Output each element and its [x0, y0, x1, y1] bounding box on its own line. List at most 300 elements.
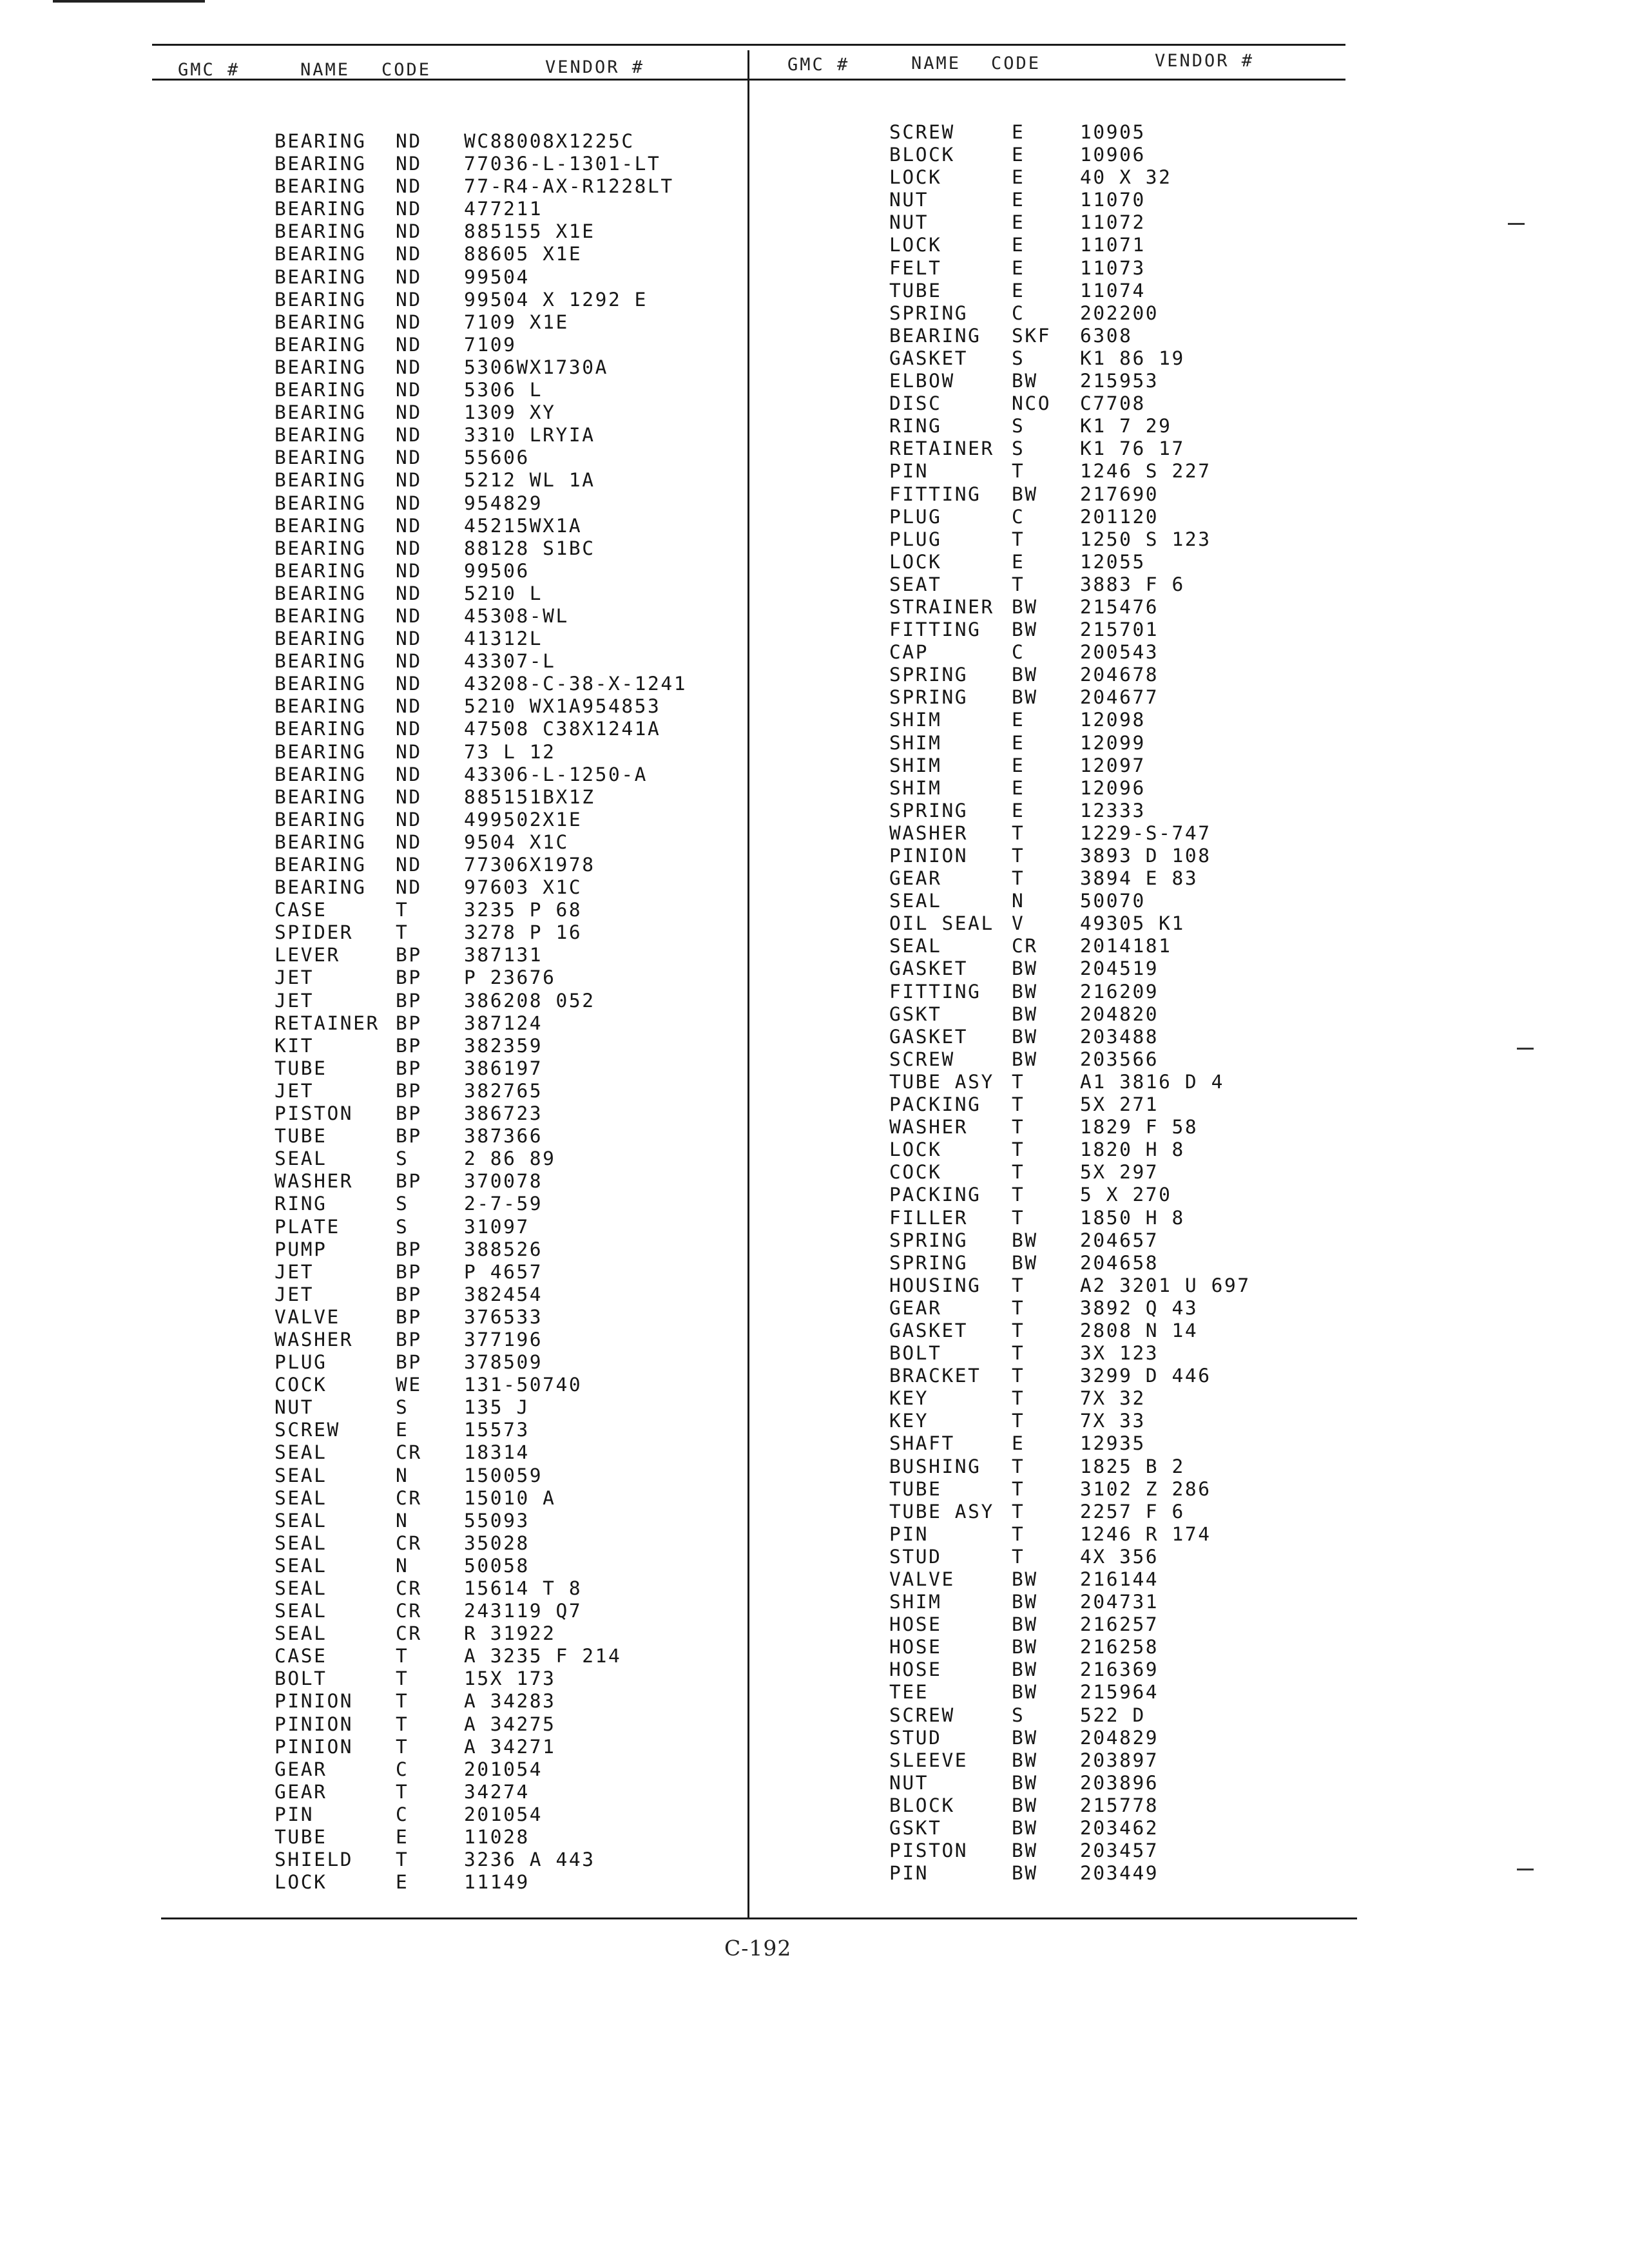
vendor-code: ND	[396, 740, 422, 763]
part-name: GEAR	[889, 1296, 942, 1319]
part-name: PLUG	[889, 528, 942, 550]
vendor-number: 5210 WX1A954853	[464, 695, 661, 718]
vendor-number: 15010 A	[464, 1486, 556, 1509]
part-name: GASKET	[889, 1025, 969, 1048]
vendor-code: BP	[396, 1034, 422, 1057]
vendor-code: T	[1012, 1184, 1025, 1206]
vendor-code: BP	[396, 1079, 422, 1102]
vendor-code: SKF	[1012, 324, 1052, 347]
part-name: PUMP	[275, 1238, 327, 1260]
part-name: SHIM	[889, 709, 942, 731]
vendor-number: 5 X 270	[1080, 1184, 1172, 1206]
vendor-number: 3299 D 446	[1080, 1365, 1211, 1387]
vendor-code: T	[1012, 1410, 1025, 1432]
vendor-code: CR	[396, 1577, 422, 1599]
vendor-code: C	[396, 1803, 409, 1825]
margin-mark	[1508, 223, 1525, 225]
part-name: SEAL	[275, 1554, 327, 1577]
vendor-code: E	[1012, 166, 1025, 189]
part-name: BEARING	[275, 153, 367, 175]
part-name: BEARING	[889, 324, 981, 347]
part-name: VALVE	[889, 1568, 955, 1590]
vendor-number: 200543	[1080, 641, 1159, 664]
vendor-number: 4X 356	[1080, 1545, 1159, 1568]
header-name: NAME	[911, 53, 961, 73]
vendor-code: T	[1012, 1523, 1025, 1545]
part-name: PLATE	[275, 1215, 340, 1238]
vendor-number: 43307-L	[464, 650, 556, 673]
part-name: DISC	[889, 392, 942, 415]
part-name: NUT	[889, 211, 929, 234]
vendor-number: 204657	[1080, 1229, 1159, 1251]
vendor-number: 1250 S 123	[1080, 528, 1211, 550]
part-name: PACKING	[889, 1093, 981, 1116]
vendor-code: BW	[1012, 619, 1038, 641]
vendor-number: 131-50740	[464, 1374, 583, 1396]
vendor-number: 217690	[1080, 483, 1159, 505]
vendor-code: T	[396, 1690, 409, 1713]
vendor-code: ND	[396, 265, 422, 288]
part-name: BEARING	[275, 740, 367, 763]
vendor-code: CR	[1012, 935, 1038, 957]
vendor-code: BP	[396, 1125, 422, 1148]
part-name: HOUSING	[889, 1274, 981, 1296]
vendor-code: ND	[396, 243, 422, 265]
vendor-number: 15X 173	[464, 1667, 556, 1690]
vendor-number: WC88008X1225C	[464, 130, 635, 152]
vendor-code: BP	[396, 1057, 422, 1079]
vendor-code: ND	[396, 763, 422, 785]
vendor-code: BW	[1012, 1636, 1038, 1658]
vendor-number: 77306X1978	[464, 854, 595, 876]
part-name: BEARING	[275, 876, 367, 899]
part-name: SHIM	[889, 776, 942, 799]
part-name: JET	[275, 1283, 314, 1305]
vendor-code: ND	[396, 401, 422, 424]
vendor-number: 1246 R 174	[1080, 1523, 1211, 1545]
part-name: BEARING	[275, 288, 367, 311]
vendor-code: T	[1012, 1296, 1025, 1319]
part-name: SEAT	[889, 573, 942, 595]
part-name: SPRING	[889, 664, 969, 686]
vendor-number: 378509	[464, 1351, 543, 1374]
page-number: C-192	[724, 1936, 792, 1961]
vendor-code: BW	[1012, 1749, 1038, 1771]
part-name: SEAL	[275, 1441, 327, 1464]
vendor-code: S	[396, 1215, 409, 1238]
vendor-code: CR	[396, 1441, 422, 1464]
vendor-code: T	[1012, 460, 1025, 483]
part-name: RETAINER	[889, 437, 994, 460]
vendor-number: 77-R4-AX-R1228LT	[464, 175, 674, 198]
part-name: BEARING	[275, 356, 367, 378]
vendor-number: 11149	[464, 1871, 530, 1894]
part-name: BEARING	[275, 808, 367, 831]
part-name: BOLT	[275, 1667, 327, 1690]
part-name: CAP	[889, 641, 929, 664]
part-name: SHAFT	[889, 1432, 955, 1455]
vendor-code: E	[1012, 121, 1025, 143]
vendor-code: E	[1012, 256, 1025, 279]
vendor-number: 135 J	[464, 1396, 530, 1419]
vendor-code: E	[1012, 754, 1025, 776]
vendor-code: BW	[1012, 595, 1038, 618]
vendor-code: ND	[396, 831, 422, 853]
vendor-number: 41312L	[464, 628, 543, 650]
part-name: TUBE ASY	[889, 1070, 994, 1093]
vendor-code: E	[1012, 799, 1025, 822]
vendor-code: BP	[396, 1283, 422, 1305]
vendor-code: T	[1012, 845, 1025, 867]
part-name: WASHER	[275, 1170, 354, 1193]
part-name: BEARING	[275, 220, 367, 243]
vendor-code: T	[396, 1667, 409, 1690]
vendor-number: 2 86 89	[464, 1148, 556, 1170]
vendor-code: BW	[1012, 957, 1038, 980]
vendor-number: A 34271	[464, 1735, 556, 1758]
part-name: BEARING	[275, 311, 367, 333]
part-name: HOSE	[889, 1658, 942, 1681]
vendor-code: BP	[396, 1238, 422, 1260]
vendor-number: 2257 F 6	[1080, 1500, 1185, 1523]
vendor-code: E	[1012, 550, 1025, 573]
margin-mark	[1517, 1869, 1534, 1870]
vendor-number: 50058	[464, 1554, 530, 1577]
vendor-code: T	[1012, 1319, 1025, 1341]
part-name: SHIELD	[275, 1849, 354, 1871]
vendor-number: 47508 C38X1241A	[464, 718, 661, 740]
vendor-number: 477211	[464, 198, 543, 220]
vendor-code: S	[1012, 347, 1025, 369]
vendor-number: 387131	[464, 944, 543, 966]
vendor-code: S	[396, 1396, 409, 1419]
vendor-number: 73 L 12	[464, 740, 556, 763]
part-name: BEARING	[275, 469, 367, 492]
vendor-code: BP	[396, 1351, 422, 1374]
vendor-number: 382359	[464, 1034, 543, 1057]
vendor-number: 388526	[464, 1238, 543, 1260]
vendor-code: WE	[396, 1374, 422, 1396]
vendor-number: 3894 E 83	[1080, 867, 1199, 890]
vendor-number: A2 3201 U 697	[1080, 1274, 1251, 1296]
part-name: SCREW	[889, 1704, 955, 1726]
vendor-code: BW	[1012, 370, 1038, 392]
part-name: PIN	[889, 1523, 929, 1545]
vendor-number: A 3235 F 214	[464, 1645, 622, 1667]
vendor-number: 204677	[1080, 686, 1159, 709]
part-name: GEAR	[889, 867, 942, 890]
vendor-code: T	[1012, 1365, 1025, 1387]
vendor-number: 11074	[1080, 279, 1146, 302]
header-code: CODE	[381, 60, 432, 80]
part-name: PIN	[275, 1803, 314, 1825]
vendor-number: 43306-L-1250-A	[464, 763, 648, 785]
vendor-number: 201120	[1080, 505, 1159, 528]
vendor-code: ND	[396, 559, 422, 582]
vendor-code: T	[1012, 1274, 1025, 1296]
vendor-number: 15573	[464, 1419, 530, 1441]
vendor-code: T	[1012, 1161, 1025, 1184]
part-name: BEARING	[275, 673, 367, 695]
vendor-code: BW	[1012, 1658, 1038, 1681]
vendor-number: 3102 Z 286	[1080, 1477, 1211, 1500]
vendor-number: 203488	[1080, 1025, 1159, 1048]
vendor-code: ND	[396, 356, 422, 378]
part-name: WASHER	[889, 822, 969, 844]
part-name: GSKT	[889, 1003, 942, 1025]
part-name: HOSE	[889, 1636, 942, 1658]
vendor-number: 1850 H 8	[1080, 1206, 1185, 1229]
vendor-code: ND	[396, 333, 422, 356]
vendor-code: E	[1012, 776, 1025, 799]
part-name: SEAL	[275, 1532, 327, 1554]
vendor-code: ND	[396, 514, 422, 537]
vendor-number: K1 7 29	[1080, 415, 1172, 437]
vendor-code: BP	[396, 1305, 422, 1328]
part-name: SEAL	[889, 935, 942, 957]
vendor-number: P 4657	[464, 1260, 543, 1283]
vendor-code: ND	[396, 695, 422, 718]
vendor-code: ND	[396, 492, 422, 514]
vendor-number: 377196	[464, 1328, 543, 1350]
vendor-code: ND	[396, 424, 422, 447]
part-name: SPRING	[889, 302, 969, 324]
part-name: BEARING	[275, 695, 367, 718]
vendor-number: C7708	[1080, 392, 1146, 415]
vendor-code: T	[1012, 1500, 1025, 1523]
part-name: LEVER	[275, 944, 340, 966]
vendor-number: 201054	[464, 1803, 543, 1825]
vendor-number: 216258	[1080, 1636, 1159, 1658]
part-name: WASHER	[275, 1328, 354, 1350]
part-name: BEARING	[275, 718, 367, 740]
vendor-code: NCO	[1012, 392, 1052, 415]
part-name: RETAINER	[275, 1012, 380, 1034]
vendor-number: 204731	[1080, 1591, 1159, 1613]
vendor-number: 35028	[464, 1532, 530, 1554]
vendor-code: BW	[1012, 1817, 1038, 1840]
part-name: BEARING	[275, 831, 367, 853]
vendor-code: E	[1012, 709, 1025, 731]
part-name: BEARING	[275, 628, 367, 650]
part-name: CASE	[275, 899, 327, 921]
vendor-number: 97603 X1C	[464, 876, 583, 899]
part-name: BEARING	[275, 333, 367, 356]
part-name: BEARING	[275, 130, 367, 152]
vendor-code: BW	[1012, 1003, 1038, 1025]
header-gmc: GMC #	[787, 55, 850, 75]
vendor-number: 3893 D 108	[1080, 845, 1211, 867]
vendor-number: 31097	[464, 1215, 530, 1238]
vendor-number: 6308	[1080, 324, 1133, 347]
part-name: BEARING	[275, 379, 367, 401]
part-name: LOCK	[889, 166, 942, 189]
vendor-code: BW	[1012, 1726, 1038, 1749]
vendor-code: ND	[396, 785, 422, 808]
part-name: PISTON	[275, 1102, 354, 1125]
part-name: COCK	[889, 1161, 942, 1184]
vendor-number: 11072	[1080, 211, 1146, 234]
vendor-code: T	[396, 921, 409, 944]
part-name: LOCK	[889, 1139, 942, 1161]
vendor-number: 204829	[1080, 1726, 1159, 1749]
vendor-code: BP	[396, 1012, 422, 1034]
part-name: SPRING	[889, 799, 969, 822]
part-name: HOSE	[889, 1613, 942, 1636]
vendor-code: T	[1012, 1545, 1025, 1568]
vendor-code: ND	[396, 311, 422, 333]
part-name: PINION	[889, 845, 969, 867]
vendor-code: ND	[396, 650, 422, 673]
part-name: STUD	[889, 1545, 942, 1568]
vendor-number: 5210 L	[464, 582, 543, 604]
part-name: BEARING	[275, 763, 367, 785]
part-name: SEAL	[275, 1577, 327, 1599]
part-name: BOLT	[889, 1342, 942, 1365]
part-name: BEARING	[275, 492, 367, 514]
vendor-number: 216144	[1080, 1568, 1159, 1590]
vendor-number: 99506	[464, 559, 530, 582]
part-name: GASKET	[889, 957, 969, 980]
vendor-number: 382765	[464, 1079, 543, 1102]
vendor-number: 1229-S-747	[1080, 822, 1211, 844]
vendor-code: ND	[396, 673, 422, 695]
vendor-number: 201054	[464, 1758, 543, 1780]
vendor-code: E	[396, 1419, 409, 1441]
part-name: BEARING	[275, 785, 367, 808]
vendor-number: 12098	[1080, 709, 1146, 731]
vendor-code: ND	[396, 198, 422, 220]
part-name: PINION	[275, 1735, 354, 1758]
part-name: SEAL	[889, 890, 942, 912]
part-name: SEAL	[275, 1486, 327, 1509]
vendor-number: 2808 N 14	[1080, 1319, 1199, 1341]
part-name: GASKET	[889, 347, 969, 369]
vendor-number: 12935	[1080, 1432, 1146, 1455]
part-name: SHIM	[889, 1591, 942, 1613]
vendor-code: S	[1012, 437, 1025, 460]
vendor-number: 12096	[1080, 776, 1146, 799]
part-name: TUBE	[889, 279, 942, 302]
vendor-code: CR	[396, 1600, 422, 1622]
vendor-code: BW	[1012, 1613, 1038, 1636]
vendor-number: 203457	[1080, 1840, 1159, 1862]
part-name: PACKING	[889, 1184, 981, 1206]
part-name: SEAL	[275, 1464, 327, 1486]
part-name: BRACKET	[889, 1365, 981, 1387]
vendor-number: 49305 K1	[1080, 912, 1185, 935]
vendor-number: 216369	[1080, 1658, 1159, 1681]
vendor-number: 499502X1E	[464, 808, 583, 831]
vendor-code: T	[1012, 1116, 1025, 1139]
part-name: BEARING	[275, 265, 367, 288]
part-name: COCK	[275, 1374, 327, 1396]
vendor-code: T	[396, 1645, 409, 1667]
vendor-number: 3892 Q 43	[1080, 1296, 1199, 1319]
vendor-number: 3278 P 16	[464, 921, 583, 944]
vendor-number: 1820 H 8	[1080, 1139, 1185, 1161]
vendor-number: 387124	[464, 1012, 543, 1034]
part-name: SEAL	[275, 1148, 327, 1170]
vendor-number: 55093	[464, 1509, 530, 1532]
vendor-code: N	[1012, 890, 1025, 912]
vendor-number: 386197	[464, 1057, 543, 1079]
vendor-number: 204519	[1080, 957, 1159, 980]
vendor-code: ND	[396, 447, 422, 469]
part-name: NUT	[275, 1396, 314, 1419]
vendor-number: 885155 X1E	[464, 220, 595, 243]
vendor-code: BP	[396, 1260, 422, 1283]
vendor-number: 522 D	[1080, 1704, 1146, 1726]
vendor-number: 10906	[1080, 144, 1146, 166]
vendor-number: 3235 P 68	[464, 899, 583, 921]
vendor-number: 55606	[464, 447, 530, 469]
vendor-number: R 31922	[464, 1622, 556, 1645]
vendor-code: E	[1012, 1432, 1025, 1455]
part-name: LOCK	[275, 1871, 327, 1894]
vendor-number: 216257	[1080, 1613, 1159, 1636]
vendor-code: ND	[396, 537, 422, 559]
vendor-code: T	[1012, 573, 1025, 595]
vendor-number: 9504 X1C	[464, 831, 569, 853]
part-name: PLUG	[889, 505, 942, 528]
part-name: SEAL	[275, 1509, 327, 1532]
vendor-number: 5X 271	[1080, 1093, 1159, 1116]
vendor-code: T	[396, 1780, 409, 1803]
vendor-number: 204678	[1080, 664, 1159, 686]
part-name: BEARING	[275, 514, 367, 537]
vendor-code: T	[1012, 1070, 1025, 1093]
part-name: PLUG	[275, 1351, 327, 1374]
part-name: SPRING	[889, 1251, 969, 1274]
vendor-number: 203897	[1080, 1749, 1159, 1771]
part-name: CASE	[275, 1645, 327, 1667]
part-name: BEARING	[275, 447, 367, 469]
part-name: LOCK	[889, 234, 942, 256]
vendor-number: A1 3816 D 4	[1080, 1070, 1224, 1093]
part-name: BEARING	[275, 854, 367, 876]
vendor-code: S	[1012, 1704, 1025, 1726]
vendor-number: A 34275	[464, 1713, 556, 1735]
vendor-code: BP	[396, 1170, 422, 1193]
vendor-number: 11073	[1080, 256, 1146, 279]
part-name: BEARING	[275, 582, 367, 604]
vendor-code: BP	[396, 944, 422, 966]
part-name: JET	[275, 989, 314, 1012]
vendor-number: 11071	[1080, 234, 1146, 256]
part-name: GEAR	[275, 1780, 327, 1803]
part-name: SPIDER	[275, 921, 354, 944]
vendor-number: 10905	[1080, 121, 1146, 143]
vendor-number: K1 86 19	[1080, 347, 1185, 369]
part-name: TEE	[889, 1681, 929, 1704]
vendor-code: BW	[1012, 1771, 1038, 1794]
part-name: BEARING	[275, 604, 367, 627]
vendor-number: 215964	[1080, 1681, 1159, 1704]
header-code: CODE	[991, 53, 1041, 73]
vendor-number: 215701	[1080, 619, 1159, 641]
part-name: LOCK	[889, 550, 942, 573]
part-name: BEARING	[275, 537, 367, 559]
part-name: PINION	[275, 1713, 354, 1735]
vendor-number: 5306 L	[464, 379, 543, 401]
vendor-number: 7X 32	[1080, 1387, 1146, 1410]
vendor-number: 203449	[1080, 1862, 1159, 1885]
vendor-code: T	[1012, 1093, 1025, 1116]
part-name: KEY	[889, 1387, 929, 1410]
vendor-number: K1 76 17	[1080, 437, 1185, 460]
part-name: BUSHING	[889, 1455, 981, 1477]
